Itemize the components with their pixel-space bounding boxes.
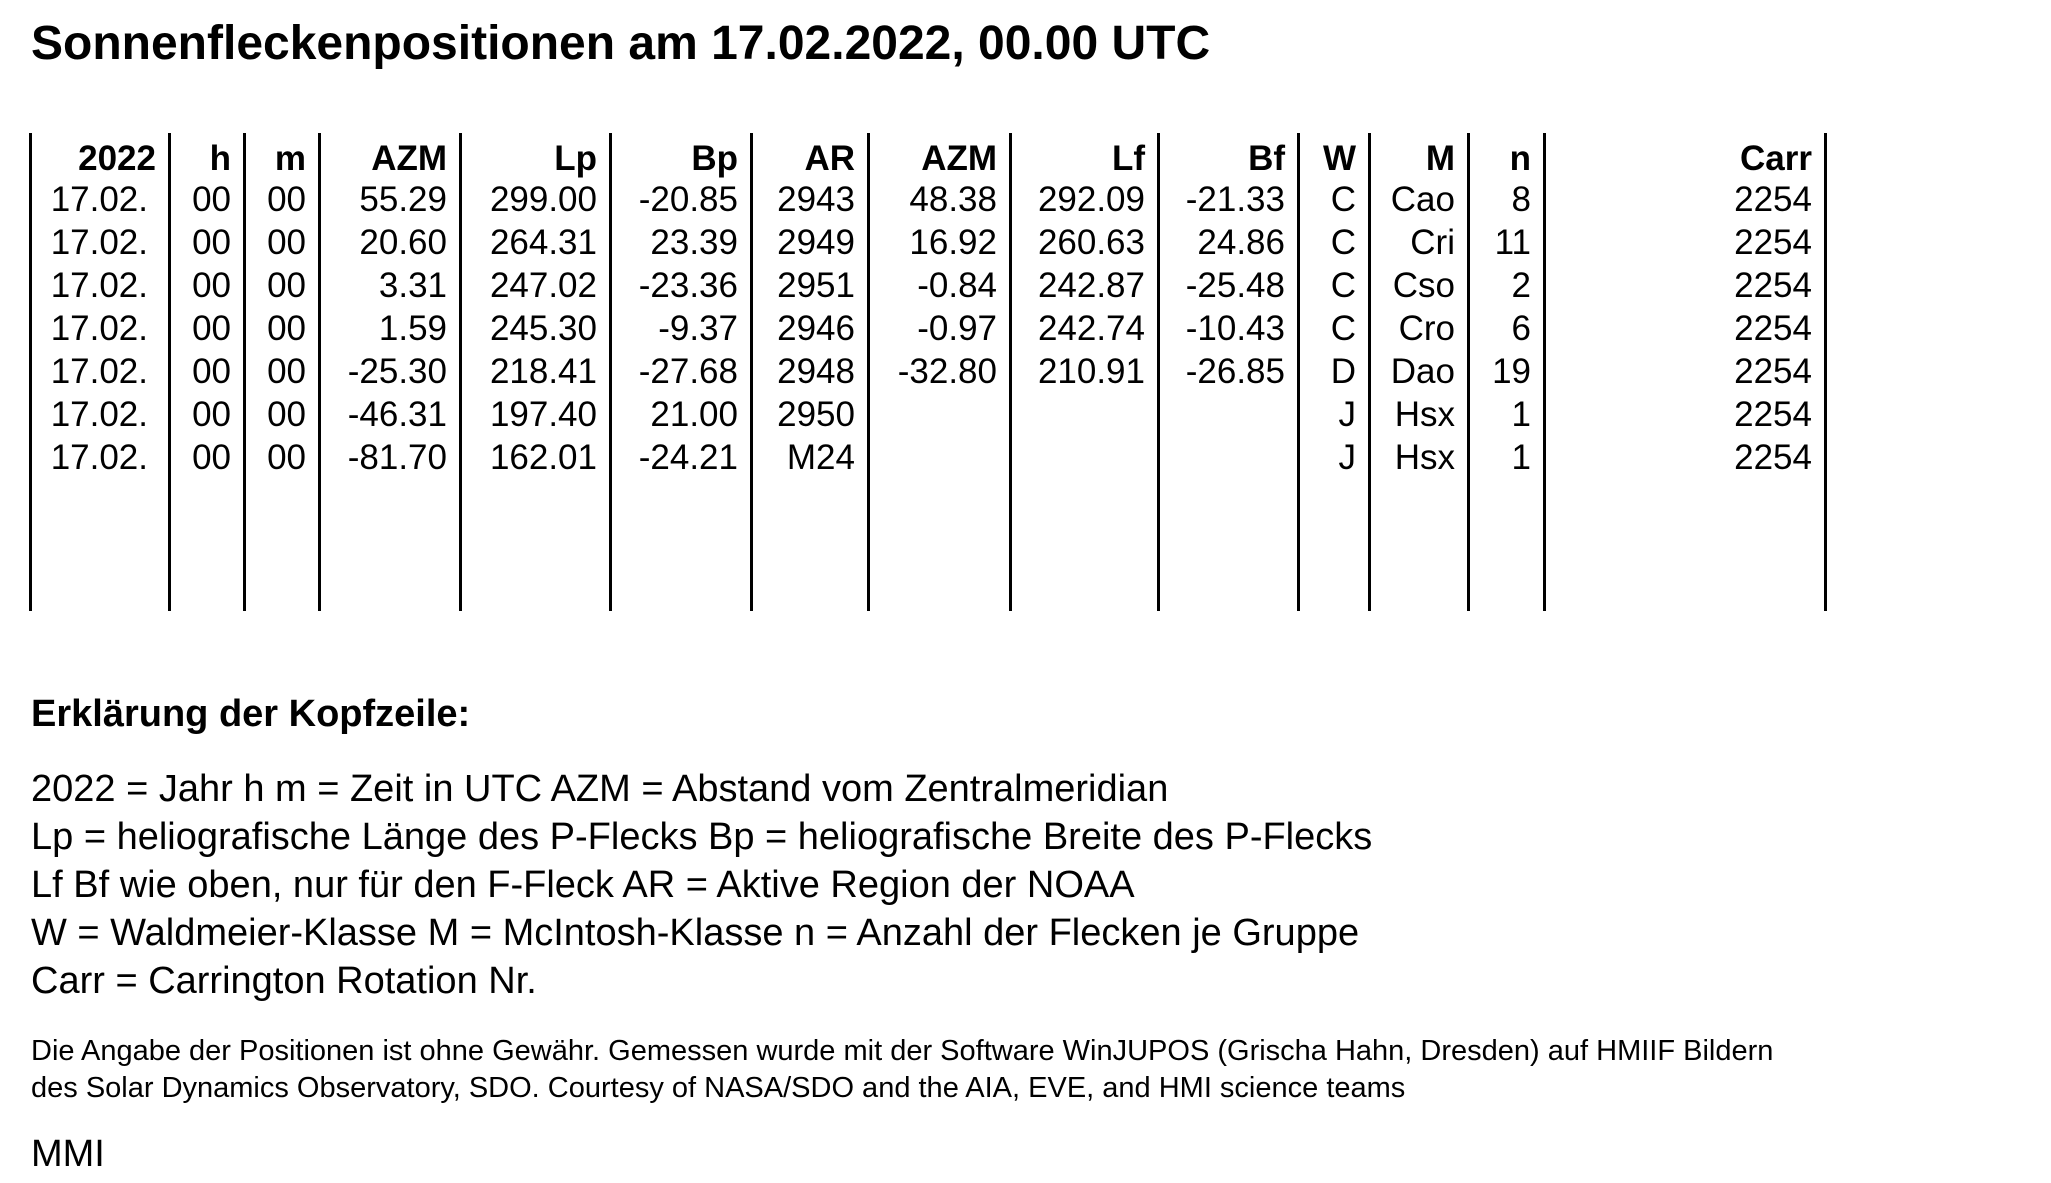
note-line: Die Angabe der Positionen ist ohne Gewähr. Gemessen wurde mit der Software WinJUPOS (Grischa Hahn, Dresden) auf HMIIF Bildern: [31, 1035, 1774, 1067]
legend-line: Lp = heliografische Länge des P-Flecks Bp = heliografische Breite des P-Flecks: [31, 816, 1373, 858]
table-cell: 245.30: [489, 309, 597, 348]
table-cell: Cri: [1410, 223, 1455, 262]
table-cell: 6: [1511, 309, 1531, 348]
table-cell: Cso: [1392, 266, 1455, 305]
table-cell: [1160, 436, 1297, 479]
table-cell: 55.29: [359, 180, 447, 219]
table-cell: Hsx: [1394, 395, 1455, 434]
table-cell: Cro: [1398, 309, 1455, 348]
table-cell: 20.60: [359, 223, 447, 262]
table-cell: 2254: [1734, 180, 1812, 219]
table-cell: C: [1330, 223, 1356, 262]
column-header: 2022: [78, 139, 156, 178]
table-cell: 00: [267, 395, 306, 434]
legend-line: Lf Bf wie oben, nur für den F-Fleck AR = Aktive Region der NOAA: [31, 864, 1135, 906]
legend-line: Carr = Carrington Rotation Nr.: [31, 960, 537, 1002]
table-cell: J: [1338, 395, 1356, 434]
disclaimer-note: [31, 1033, 1773, 1107]
table-cell: 197.40: [489, 395, 597, 434]
table-cell: -27.68: [638, 352, 738, 391]
table-cell: 00: [267, 438, 306, 477]
column-bf: [1157, 133, 1297, 611]
table-cell: -9.37: [658, 309, 738, 348]
column-minute: [243, 133, 318, 611]
table-cell: 299.00: [489, 180, 597, 219]
legend-line: 2022 = Jahr h m = Zeit in UTC AZM = Abstand vom Zentralmeridian: [31, 768, 1169, 810]
table-cell: 17.02.: [50, 395, 148, 434]
table-cell: 210.91: [1037, 352, 1145, 391]
table-cell: 17.02.: [50, 438, 148, 477]
table-cell: 17.02.: [50, 309, 148, 348]
table-cell: 2254: [1734, 223, 1812, 262]
table-cell: -25.30: [347, 352, 447, 391]
table-cell: 162.01: [489, 438, 597, 477]
table-cell: 2951: [777, 266, 855, 305]
table-cell: 260.63: [1037, 223, 1145, 262]
table-cell: 17.02.: [50, 223, 148, 262]
table-cell: 00: [267, 266, 306, 305]
table-cell: 00: [192, 266, 231, 305]
table-cell: 2254: [1734, 438, 1812, 477]
table-cell: 00: [267, 223, 306, 262]
table-cell: -20.85: [638, 180, 738, 219]
column-header: AR: [804, 139, 855, 178]
table-cell: Dao: [1390, 352, 1455, 391]
table-cell: 1: [1511, 395, 1531, 434]
column-mcintosh: [1368, 133, 1467, 611]
table-cell: 00: [192, 438, 231, 477]
table-cell: -0.84: [917, 266, 997, 305]
table-cell: 2254: [1734, 309, 1812, 348]
table-cell: 292.09: [1037, 180, 1145, 219]
column-bp: [609, 133, 750, 611]
table-cell: -10.43: [1185, 309, 1285, 348]
column-header: Carr: [1740, 139, 1812, 178]
table-cell: D: [1330, 352, 1356, 391]
table-cell: 00: [192, 309, 231, 348]
column-date: [29, 133, 168, 611]
column-header: m: [274, 139, 306, 178]
column-header: Bf: [1248, 139, 1285, 178]
table-cell: -0.97: [917, 309, 997, 348]
table-cell: 242.74: [1037, 309, 1145, 348]
table-cell: 242.87: [1037, 266, 1145, 305]
table-cell: 2254: [1734, 395, 1812, 434]
table-cell: 21.00: [650, 395, 738, 434]
table-cell: 2254: [1734, 352, 1812, 391]
table-cell: 24.86: [1197, 223, 1285, 262]
table-cell: 11: [1494, 223, 1531, 262]
column-lf: [1009, 133, 1157, 611]
table-cell: Cao: [1390, 180, 1455, 219]
table-cell: 00: [267, 352, 306, 391]
column-count: [1467, 133, 1543, 611]
table-cell: 48.38: [909, 180, 997, 219]
table-cell: [1012, 393, 1157, 436]
table-cell: 264.31: [489, 223, 597, 262]
column-header: Lp: [554, 139, 597, 178]
table-cell: 218.41: [489, 352, 597, 391]
column-header: W: [1322, 139, 1356, 178]
table-cell: 2254: [1734, 266, 1812, 305]
table-cell: 2948: [777, 352, 855, 391]
table-cell: 1: [1511, 438, 1531, 477]
legend-heading: Erklärung der Kopfzeile:: [31, 693, 471, 735]
column-header: Bp: [691, 139, 738, 178]
column-header: n: [1509, 139, 1531, 178]
table-cell: 2946: [777, 309, 855, 348]
column-carrington: [1543, 133, 1827, 611]
table-cell: -24.21: [638, 438, 738, 477]
column-header: Lf: [1111, 139, 1145, 178]
table-cell: -21.33: [1185, 180, 1285, 219]
table-cell: 3.31: [378, 266, 447, 305]
table-cell: 00: [192, 352, 231, 391]
table-cell: 00: [267, 309, 306, 348]
table-cell: 00: [192, 395, 231, 434]
table-cell: C: [1330, 180, 1356, 219]
table-cell: 17.02.: [50, 180, 148, 219]
column-azm-p: [318, 133, 459, 611]
table-cell: 00: [192, 180, 231, 219]
table-cell: 2949: [777, 223, 855, 262]
table-cell: [1012, 436, 1157, 479]
legend-line: W = Waldmeier-Klasse M = McIntosh-Klasse n = Anzahl der Flecken je Gruppe: [31, 912, 1360, 954]
table-cell: [870, 393, 1009, 436]
table-cell: 00: [267, 180, 306, 219]
table-cell: Hsx: [1394, 438, 1455, 477]
table-cell: 2950: [777, 395, 855, 434]
table-cell: 8: [1511, 180, 1531, 219]
table-cell: 23.39: [650, 223, 738, 262]
table-cell: -46.31: [347, 395, 447, 434]
column-header: AZM: [921, 139, 997, 178]
table-cell: [870, 436, 1009, 479]
table-cell: J: [1338, 438, 1356, 477]
table-cell: -81.70: [347, 438, 447, 477]
table-cell: 17.02.: [50, 266, 148, 305]
table-cell: 1.59: [378, 309, 447, 348]
table-cell: C: [1330, 266, 1356, 305]
table-cell: M24: [786, 438, 855, 477]
column-waldmeier: [1297, 133, 1368, 611]
page-title: Sonnenfleckenpositionen am 17.02.2022, 00.00 UTC: [31, 17, 1211, 70]
table-cell: C: [1330, 309, 1356, 348]
table-cell: -25.48: [1185, 266, 1285, 305]
table-cell: 17.02.: [50, 352, 148, 391]
table-cell: 2: [1511, 266, 1531, 305]
note-line: des Solar Dynamics Observatory, SDO. Courtesy of NASA/SDO and the AIA, EVE, and HMI science teams: [31, 1072, 1406, 1104]
column-header: M: [1425, 139, 1455, 178]
column-azm-f: [867, 133, 1009, 611]
table-cell: -23.36: [638, 266, 738, 305]
author-signature: MMI: [31, 1133, 105, 1175]
table-cell: -32.80: [897, 352, 997, 391]
table-cell: [1160, 393, 1297, 436]
table-cell: 19: [1492, 352, 1531, 391]
table-cell: 16.92: [909, 223, 997, 262]
table-cell: 247.02: [489, 266, 597, 305]
column-lp: [459, 133, 609, 611]
column-ar: [750, 133, 867, 611]
column-hour: [168, 133, 243, 611]
table-cell: 00: [192, 223, 231, 262]
table-cell: 2943: [777, 180, 855, 219]
column-header: h: [209, 139, 231, 178]
legend: [31, 765, 1372, 1005]
table-cell: -26.85: [1185, 352, 1285, 391]
column-header: AZM: [371, 139, 447, 178]
